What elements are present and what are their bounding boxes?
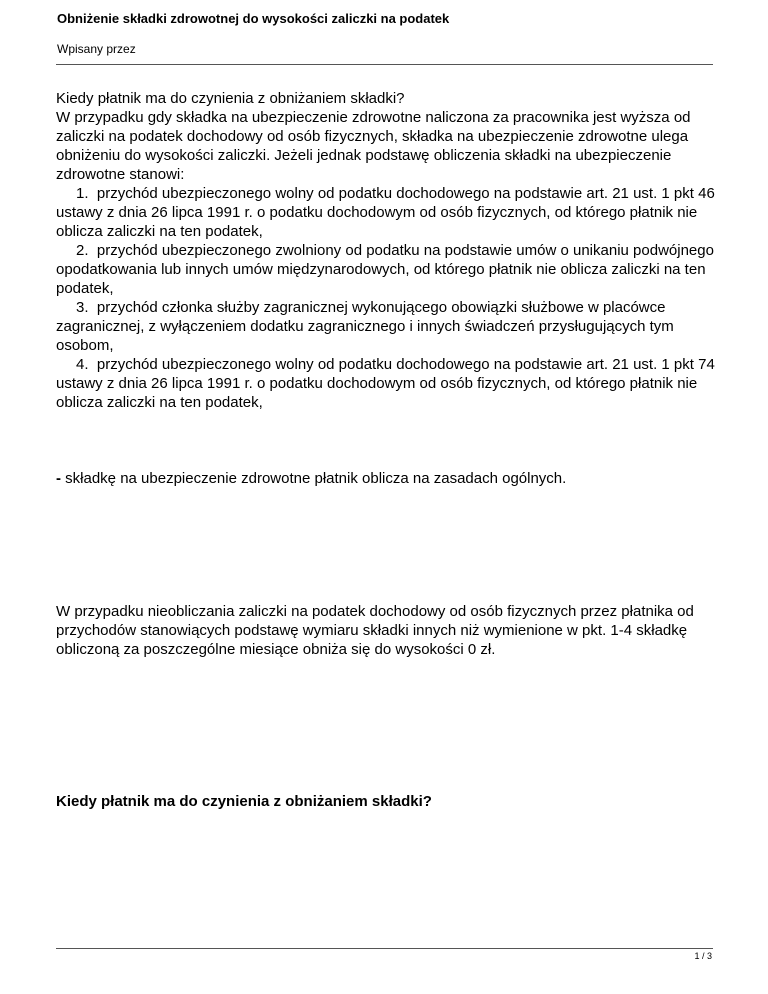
question-heading: Kiedy płatnik ma do czynienia z obniżaniem składki? bbox=[56, 793, 432, 810]
header-divider bbox=[56, 64, 713, 65]
list-item-number: 2. bbox=[76, 242, 89, 259]
dash-paragraph bbox=[56, 469, 721, 488]
spacer bbox=[56, 488, 721, 602]
intro-paragraph: W przypadku gdy składka na ubezpieczenie zdrowotne naliczona za pracownika jest wyższa od zaliczki na podatek dochodowy od osób fizycznych, składka na ubezpieczenie zdrowotne ulega obniżeniu do wysokości zaliczki. Jeżeli jednak podstawę obliczenia składki na ubezpieczenie zdrowotne stanowi: bbox=[56, 109, 691, 183]
list-item-number: 3. bbox=[76, 299, 89, 316]
author-label: Wpisany przez bbox=[57, 42, 136, 56]
list-item-text: przychód ubezpieczonego wolny od podatku dochodowego na podstawie art. 21 ust. 1 pkt 46 ustawy z dnia 26 lipca 1991 r. o podatku dochodowym od osób fizycznych, od którego płatnik nie oblicza zaliczki na ten podatek, bbox=[56, 185, 715, 240]
dash-text: składkę na ubezpieczenie zdrowotne płatnik oblicza na zasadach ogólnych. bbox=[61, 470, 567, 487]
list-item bbox=[56, 184, 721, 241]
document-body bbox=[56, 89, 721, 811]
page-number: 1 / 3 bbox=[694, 951, 712, 961]
list-item-text: przychód ubezpieczonego wolny od podatku dochodowego na podstawie art. 21 ust. 1 pkt 74 ustawy z dnia 26 lipca 1991 r. o podatku dochodowym od osób fizycznych, od którego płatnik nie oblicza zaliczki na ten podatek, bbox=[56, 356, 715, 411]
document-title: Obniżenie składki zdrowotnej do wysokości zaliczki na podatek bbox=[57, 11, 450, 26]
list-item bbox=[56, 298, 721, 355]
footer-divider bbox=[56, 948, 713, 949]
spacer bbox=[56, 659, 721, 792]
list-item bbox=[56, 241, 721, 298]
question-paragraph: Kiedy płatnik ma do czynienia z obniżaniem składki? bbox=[56, 90, 405, 107]
list-item bbox=[56, 355, 721, 412]
spacer bbox=[56, 412, 721, 469]
nonpayment-paragraph: W przypadku nieobliczania zaliczki na podatek dochodowy od osób fizycznych przez płatnika od przychodów stanowiących podstawę wymiaru składki innych niż wymienione w pkt. 1-4 składkę obliczoną za poszczególne miesiące obniża się do wysokości 0 zł. bbox=[56, 603, 694, 658]
list-item-text: przychód ubezpieczonego zwolniony od podatku na podstawie umów o unikaniu podwójnego opodatkowania lub innych umów międzynarodowych, od którego płatnik nie oblicza zaliczki na ten podatek, bbox=[56, 242, 714, 297]
list-item-number: 1. bbox=[76, 185, 89, 202]
list-item-text: przychód członka służby zagranicznej wykonującego obowiązki służbowe w placówce zagranicznej, z wyłączeniem dodatku zagranicznego i innych świadczeń przysługujących tym osobom, bbox=[56, 299, 674, 354]
conditions-list bbox=[56, 184, 721, 412]
dash-prefix: - bbox=[56, 470, 61, 487]
list-item-number: 4. bbox=[76, 356, 89, 373]
